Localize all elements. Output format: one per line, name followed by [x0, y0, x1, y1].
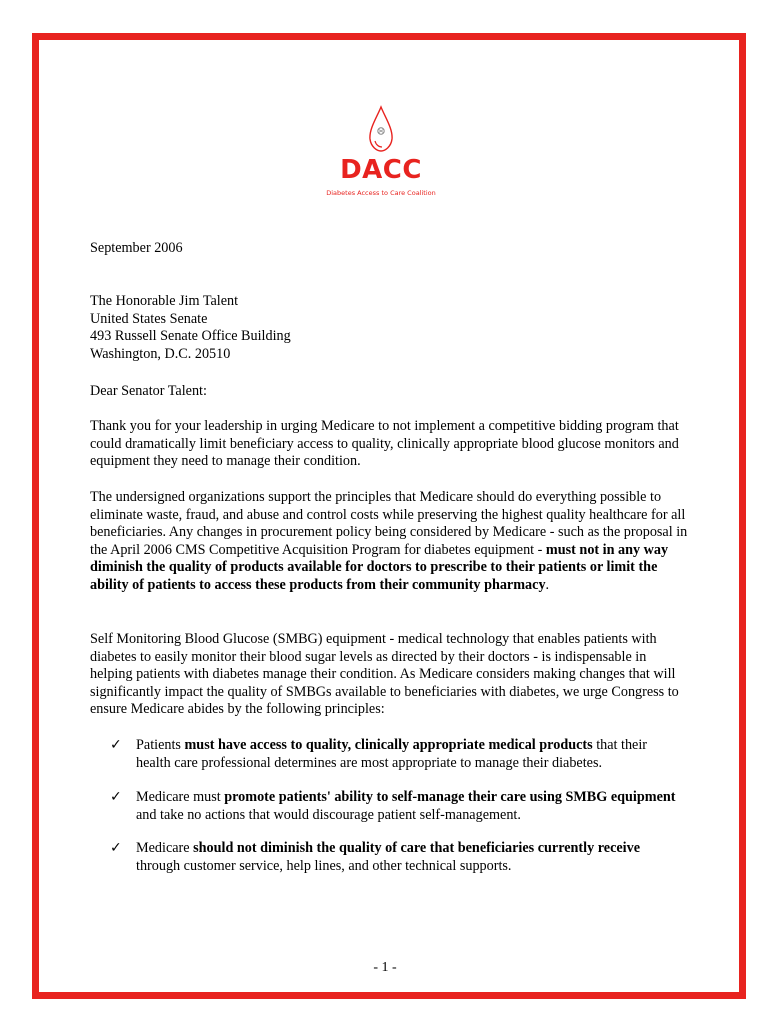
letter-date: September 2006 — [90, 240, 183, 256]
paragraph-smbg: Self Monitoring Blood Glucose (SMBG) equipment - medical technology that enables patients with diabetes to easily monitor their blood sugar levels as directed by their doctors - is indispensable in helping patients with diabetes manage their condition. As Medicare considers making changes that will significantly impact the quality of SMBGs available to beneficiaries with diabetes, we urge Congress to ensure Medicare abides by the following principles: — [90, 631, 679, 717]
checkmark-icon: ✓ — [110, 840, 122, 856]
salutation: Dear Senator Talent: — [90, 383, 207, 399]
principle-item — [110, 789, 685, 824]
item-text: and take no actions that would discourage patient self-management. — [136, 806, 521, 823]
address-line: United States Senate — [90, 310, 208, 327]
item-text: Medicare must — [136, 789, 225, 805]
item-text: that their health care professional determines are most appropriate to manage their diabetes. — [136, 737, 648, 771]
para-text: . — [545, 576, 550, 593]
para-emphasis: must not in any way diminish the quality of products available for doctors to prescribe to their patients or limit the ability of patients to access these products from their community pharmacy — [90, 541, 669, 593]
principle-item — [110, 737, 685, 772]
checkmark-icon: ✓ — [110, 789, 122, 805]
blood-drop-icon — [366, 105, 396, 153]
address-line: 493 Russell Senate Office Building — [90, 328, 291, 344]
item-text: through customer service, help lines, and other technical supports. — [136, 857, 512, 874]
para-text: The undersigned organizations support the principles that Medicare should do everything possible to eliminate waste, fraud, and abuse and control costs while preserving the highest quality healthcare for all beneficiaries. Any changes in procurement policy being considered by Medicare - such as the proposal in the April 2006 CMS Competitive Acquisition Program for diabetes equipment - — [90, 489, 688, 558]
address-line: Washington, D.C. 20510 — [90, 345, 231, 362]
dacc-logo — [318, 105, 444, 201]
item-text: Patients — [136, 737, 185, 753]
checkmark-icon: ✓ — [110, 737, 122, 753]
item-text: Medicare — [136, 840, 194, 856]
paragraph-intro: Thank you for your leadership in urging Medicare to not implement a competitive bidding program that could dramatically limit beneficiary access to quality, clinically appropriate blood glucose monitors and equipment they need to manage their condition. — [90, 418, 679, 469]
item-emphasis: promote patients' ability to self-manage their care using SMBG equipment — [224, 789, 676, 805]
item-emphasis: should not diminish the quality of care that beneficiaries currently receive — [193, 840, 641, 856]
item-emphasis: must have access to quality, clinically appropriate medical products — [184, 737, 593, 753]
paragraph-principles — [90, 489, 690, 594]
page-number: - 1 - — [373, 960, 397, 975]
principle-item — [110, 840, 685, 875]
logo-tagline: Diabetes Access to Care Coalition — [326, 189, 436, 197]
logo-wordmark: DACC — [340, 155, 422, 185]
recipient-address — [90, 293, 690, 363]
address-line: The Honorable Jim Talent — [90, 293, 239, 309]
